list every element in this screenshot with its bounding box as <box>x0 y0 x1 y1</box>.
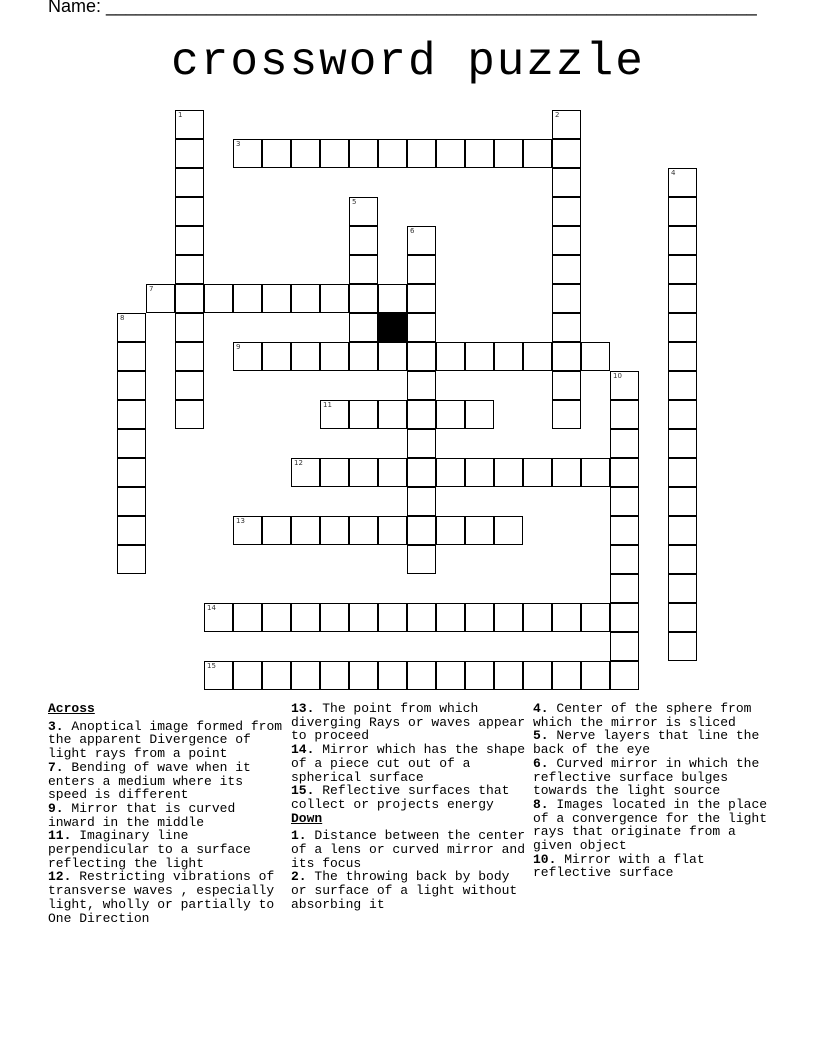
clue-number: 8 <box>120 314 125 322</box>
grid-cell[interactable] <box>233 284 262 313</box>
grid-cell[interactable] <box>175 284 204 313</box>
name-field[interactable]: Name: _________________________________________________________________ <box>48 0 757 16</box>
grid-cell[interactable] <box>175 255 204 284</box>
grid-cell[interactable] <box>552 603 581 632</box>
grid-cell[interactable] <box>117 429 146 458</box>
grid-cell[interactable] <box>349 139 378 168</box>
grid-cell[interactable] <box>291 458 320 487</box>
grid-cell[interactable] <box>175 168 204 197</box>
down-heading: Down <box>291 810 323 826</box>
clue-across-7: 7. Bending of wave when it enters a medium where its speed is different <box>48 759 251 803</box>
grid-cell[interactable] <box>668 516 697 545</box>
grid-cell[interactable] <box>407 400 436 429</box>
grid-cell[interactable] <box>291 342 320 371</box>
grid-cell[interactable] <box>668 197 697 226</box>
grid-cell[interactable] <box>349 458 378 487</box>
grid-cell[interactable] <box>494 139 523 168</box>
grid-cell[interactable] <box>552 313 581 342</box>
grid-cell[interactable] <box>407 313 436 342</box>
clue-number: 11 <box>323 401 332 409</box>
grid-cell[interactable] <box>378 139 407 168</box>
grid-cell[interactable] <box>378 284 407 313</box>
clue-across-9: 9. Mirror that is curved inward in the middle <box>48 800 236 830</box>
grid-cell[interactable] <box>436 661 465 690</box>
clue-number: 3 <box>236 140 241 148</box>
grid-cell[interactable] <box>262 603 291 632</box>
grid-cell[interactable] <box>320 284 349 313</box>
grid-cell[interactable] <box>436 139 465 168</box>
grid-cell[interactable] <box>407 429 436 458</box>
grid-cell[interactable] <box>552 255 581 284</box>
grid-cell[interactable] <box>494 342 523 371</box>
black-cell <box>378 313 407 342</box>
grid-cell[interactable] <box>465 139 494 168</box>
grid-cell[interactable] <box>465 603 494 632</box>
grid-cell[interactable] <box>291 516 320 545</box>
clue-number: 2 <box>555 111 560 119</box>
grid-cell[interactable] <box>175 139 204 168</box>
grid-cell[interactable] <box>436 603 465 632</box>
grid-cell[interactable] <box>465 342 494 371</box>
clue-number: 5 <box>352 198 357 206</box>
grid-cell[interactable] <box>407 139 436 168</box>
clue-down-10: 10. Mirror with a flat reflective surface <box>533 851 705 881</box>
grid-cell[interactable] <box>668 400 697 429</box>
grid-cell[interactable] <box>465 400 494 429</box>
clue-down-8: 8. Images located in the place of a convergence for the light rays that originate from a given object <box>533 796 768 854</box>
grid-cell[interactable] <box>175 400 204 429</box>
clue-across-3: 3. Anoptical image formed from the apparent Divergence of light rays from a point <box>48 718 283 762</box>
grid-cell[interactable] <box>175 371 204 400</box>
grid-cell[interactable] <box>117 371 146 400</box>
grid-cell[interactable] <box>204 661 233 690</box>
grid-cell[interactable] <box>117 342 146 371</box>
clue-number: 7 <box>149 285 154 293</box>
grid-cell[interactable] <box>175 226 204 255</box>
grid-cell[interactable] <box>349 255 378 284</box>
clue-number: 15 <box>207 662 216 670</box>
grid-cell[interactable] <box>581 603 610 632</box>
grid-cell[interactable] <box>552 197 581 226</box>
grid-cell[interactable] <box>407 371 436 400</box>
grid-cell[interactable] <box>204 603 233 632</box>
clue-number: 10 <box>613 372 622 380</box>
grid-cell[interactable] <box>320 516 349 545</box>
grid-cell[interactable] <box>552 458 581 487</box>
clue-number: 13 <box>236 517 245 525</box>
grid-cell[interactable] <box>349 342 378 371</box>
grid-cell[interactable] <box>436 400 465 429</box>
grid-cell[interactable] <box>378 661 407 690</box>
grid-cell[interactable] <box>407 255 436 284</box>
grid-cell[interactable] <box>610 603 639 632</box>
grid-cell[interactable] <box>668 342 697 371</box>
grid-cell[interactable] <box>349 226 378 255</box>
grid-cell[interactable] <box>291 284 320 313</box>
grid-cell[interactable] <box>378 400 407 429</box>
grid-cell[interactable] <box>262 342 291 371</box>
grid-cell[interactable] <box>349 197 378 226</box>
grid-cell[interactable] <box>523 603 552 632</box>
clue-number: 4 <box>671 169 676 177</box>
grid-cell[interactable] <box>523 661 552 690</box>
grid-cell[interactable] <box>523 342 552 371</box>
clues-column-3 <box>533 702 769 880</box>
grid-cell[interactable] <box>349 284 378 313</box>
grid-cell[interactable] <box>668 429 697 458</box>
grid-cell[interactable] <box>291 603 320 632</box>
grid-cell[interactable] <box>610 545 639 574</box>
clue-down-1: 1. Distance between the center of a lens or curved mirror and its focus <box>291 828 526 871</box>
grid-cell[interactable] <box>407 545 436 574</box>
clue-down-6: 6. Curved mirror in which the reflective surface bulges towards the light source <box>533 755 760 799</box>
grid-cell[interactable] <box>117 516 146 545</box>
grid-cell[interactable] <box>407 226 436 255</box>
grid-cell[interactable] <box>320 661 349 690</box>
grid-cell[interactable] <box>552 661 581 690</box>
grid-cell[interactable] <box>494 458 523 487</box>
grid-cell[interactable] <box>349 313 378 342</box>
grid-cell[interactable] <box>320 400 349 429</box>
grid-cell[interactable] <box>291 661 320 690</box>
grid-cell[interactable] <box>610 400 639 429</box>
grid-cell[interactable] <box>436 516 465 545</box>
grid-cell[interactable] <box>175 313 204 342</box>
across-heading: Across <box>48 701 95 716</box>
clue-down-5: 5. Nerve layers that line the back of the eye <box>533 728 760 758</box>
clue-number: 12 <box>294 459 303 467</box>
grid-cell[interactable] <box>668 313 697 342</box>
grid-cell[interactable] <box>204 284 233 313</box>
grid-cell[interactable] <box>378 516 407 545</box>
grid-cell[interactable] <box>465 661 494 690</box>
grid-cell[interactable] <box>552 342 581 371</box>
grid-cell[interactable] <box>175 110 204 139</box>
grid-cell[interactable] <box>668 284 697 313</box>
clue-across-14: 14. Mirror which has the shape of a piece cut out of a spherical surface <box>291 742 526 785</box>
grid-cell[interactable] <box>117 545 146 574</box>
clue-across-11: 11. Imaginary line perpendicular to a surface reflecting the light <box>48 828 251 871</box>
grid-cell[interactable] <box>233 342 262 371</box>
grid-cell[interactable] <box>407 516 436 545</box>
grid-cell[interactable] <box>523 139 552 168</box>
grid-cell[interactable] <box>494 516 523 545</box>
grid-cell[interactable] <box>668 168 697 197</box>
grid-cell[interactable] <box>378 458 407 487</box>
grid-cell[interactable] <box>175 197 204 226</box>
grid-cell[interactable] <box>233 516 262 545</box>
grid-cell[interactable] <box>552 400 581 429</box>
grid-cell[interactable] <box>117 400 146 429</box>
grid-cell[interactable] <box>378 342 407 371</box>
grid-cell[interactable] <box>552 226 581 255</box>
grid-cell[interactable] <box>146 284 175 313</box>
grid-cell[interactable] <box>349 603 378 632</box>
clues-column-1 <box>48 702 284 925</box>
grid-cell[interactable] <box>349 516 378 545</box>
grid-cell[interactable] <box>552 110 581 139</box>
grid-cell[interactable] <box>117 458 146 487</box>
grid-cell[interactable] <box>291 139 320 168</box>
grid-cell[interactable] <box>610 429 639 458</box>
grid-cell[interactable] <box>610 661 639 690</box>
grid-cell[interactable] <box>262 516 291 545</box>
grid-cell[interactable] <box>320 342 349 371</box>
grid-cell[interactable] <box>407 661 436 690</box>
grid-cell[interactable] <box>349 661 378 690</box>
clue-number: 6 <box>410 227 415 235</box>
clue-down-4: 4. Center of the sphere from which the mirror is sliced <box>533 701 752 730</box>
grid-cell[interactable] <box>494 603 523 632</box>
page-title: crossword puzzle <box>171 36 645 88</box>
grid-cell[interactable] <box>349 400 378 429</box>
grid-cell[interactable] <box>523 458 552 487</box>
grid-cell[interactable] <box>233 661 262 690</box>
grid-cell[interactable] <box>465 516 494 545</box>
grid-cell[interactable] <box>581 458 610 487</box>
grid-cell[interactable] <box>668 632 697 661</box>
grid-cell[interactable] <box>233 603 262 632</box>
grid-cell[interactable] <box>320 458 349 487</box>
grid-cell[interactable] <box>262 139 291 168</box>
grid-cell[interactable] <box>233 139 262 168</box>
grid-cell[interactable] <box>407 458 436 487</box>
grid-cell[interactable] <box>552 168 581 197</box>
grid-cell[interactable] <box>407 342 436 371</box>
grid-cell[interactable] <box>262 661 291 690</box>
clue-across-13: 13. The point from which diverging Rays or waves appear to proceed <box>291 701 526 744</box>
grid-cell[interactable] <box>610 632 639 661</box>
grid-cell[interactable] <box>320 603 349 632</box>
clue-down-2: 2. The throwing back by body or surface of a light without absorbing it <box>291 869 518 912</box>
clue-across-12: 12. Restricting vibrations of transverse waves , especially light, wholly or partially to One Direction <box>48 869 275 926</box>
grid-cell[interactable] <box>407 487 436 516</box>
grid-cell[interactable] <box>581 342 610 371</box>
grid-cell[interactable] <box>668 371 697 400</box>
clue-number: 9 <box>236 343 241 351</box>
grid-cell[interactable] <box>668 255 697 284</box>
grid-cell[interactable] <box>668 458 697 487</box>
grid-cell[interactable] <box>175 342 204 371</box>
grid-cell[interactable] <box>610 458 639 487</box>
grid-cell[interactable] <box>552 284 581 313</box>
clue-number: 1 <box>178 111 183 119</box>
grid-cell[interactable] <box>117 487 146 516</box>
grid-cell[interactable] <box>320 139 349 168</box>
grid-cell[interactable] <box>668 226 697 255</box>
grid-cell[interactable] <box>668 545 697 574</box>
grid-cell[interactable] <box>436 458 465 487</box>
grid-cell[interactable] <box>552 139 581 168</box>
grid-cell[interactable] <box>610 574 639 603</box>
grid-cell[interactable] <box>407 284 436 313</box>
grid-cell[interactable] <box>465 458 494 487</box>
clue-number: 14 <box>207 604 216 612</box>
grid-cell[interactable] <box>378 603 407 632</box>
grid-cell[interactable] <box>117 313 146 342</box>
grid-cell[interactable] <box>552 371 581 400</box>
clues-column-2 <box>291 702 527 912</box>
grid-cell[interactable] <box>668 574 697 603</box>
clue-across-15: 15. Reflective surfaces that collect or projects energy <box>291 783 510 812</box>
grid-cell[interactable] <box>262 284 291 313</box>
grid-cell[interactable] <box>610 516 639 545</box>
grid-cell[interactable] <box>668 603 697 632</box>
grid-cell[interactable] <box>436 342 465 371</box>
grid-cell[interactable] <box>581 661 610 690</box>
grid-cell[interactable] <box>610 487 639 516</box>
grid-cell[interactable] <box>668 487 697 516</box>
grid-cell[interactable] <box>494 661 523 690</box>
grid-cell[interactable] <box>407 603 436 632</box>
grid-cell[interactable] <box>610 371 639 400</box>
